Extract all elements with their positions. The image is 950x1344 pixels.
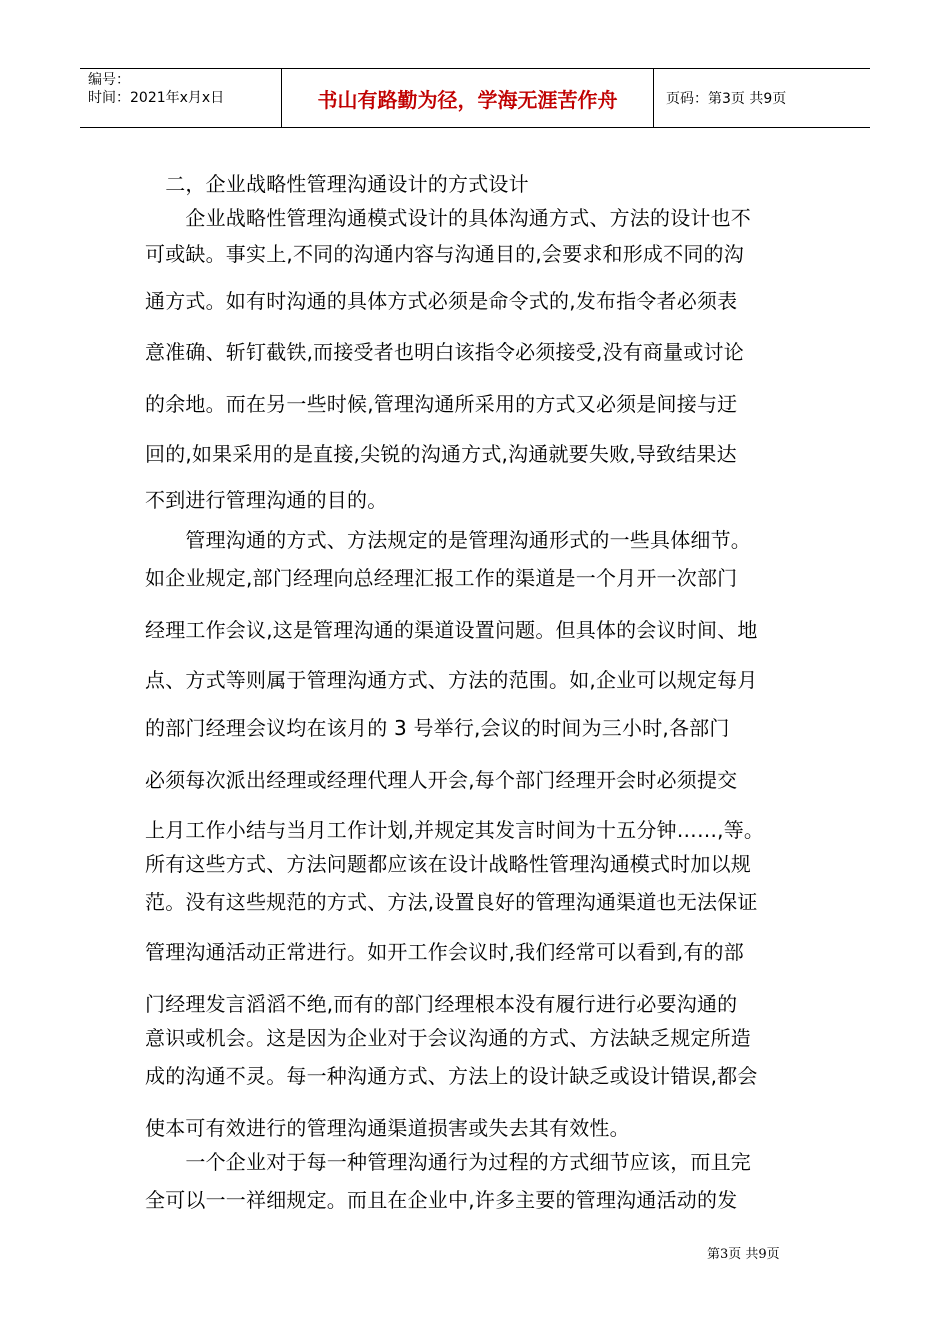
header-motto: 书山有路勤为径，学海无涯苦作舟	[317, 87, 618, 112]
body-line: 意识或机会。这是因为企业对于会议沟通的方式、方法缺乏规定所造	[145, 1026, 751, 1050]
page-header	[80, 68, 870, 128]
body-line: 管理沟通活动正常进行。如开工作会议时,我们经常可以看到,有的部	[145, 940, 744, 964]
body-line: 必须每次派出经理或经理代理人开会,每个部门经理开会时必须提交	[145, 768, 738, 792]
body-line: 可或缺。事实上,不同的沟通内容与沟通目的,会要求和形成不同的沟	[145, 242, 744, 266]
body-line: 企业战略性管理沟通模式设计的具体沟通方式、方法的设计也不	[145, 206, 751, 230]
body-line: 所有这些方式、方法问题都应该在设计战略性管理沟通模式时加以规	[145, 852, 751, 876]
body-line: 回的,如果采用的是直接,尖锐的沟通方式,沟通就要失败,导致结果达	[145, 442, 737, 466]
body-line: 意准确、斩钉截铁,而接受者也明白该指令必须接受,没有商量或讨论	[145, 340, 744, 364]
body-line: 的余地。而在另一些时候,管理沟通所采用的方式又必须是间接与迂	[145, 392, 738, 416]
body-line: 全可以一一祥细规定。而且在企业中,许多主要的管理沟通活动的发	[145, 1188, 738, 1212]
body-line: 范。没有这些规范的方式、方法,设置良好的管理沟通渠道也无法保证	[145, 890, 758, 914]
header-page-cell	[654, 69, 870, 127]
document-time-label: 时间：2021年x月x日	[88, 90, 225, 106]
body-line: 门经理发言滔滔不绝,而有的部门经理根本没有履行进行必要沟通的	[145, 992, 738, 1016]
header-page-info: 页码：第3页 共9页	[666, 91, 787, 107]
body-line: 管理沟通的方式、方法规定的是管理沟通形式的一些具体细节。	[145, 528, 751, 552]
header-motto-cell	[282, 69, 654, 127]
body-line: 经理工作会议,这是管理沟通的渠道设置问题。但具体的会议时间、地	[145, 618, 758, 642]
body-line: 使本可有效进行的管理沟通渠道损害或失去其有效性。	[145, 1116, 630, 1140]
body-line: 不到进行管理沟通的目的。	[145, 488, 388, 512]
body-line: 一个企业对于每一种管理沟通行为过程的方式细节应该，而且完	[145, 1150, 751, 1174]
body-line: 上月工作小结与当月工作计划,并规定其发言时间为十五分钟……,等。	[145, 818, 765, 842]
section-heading: 二，企业战略性管理沟通设计的方式设计	[145, 172, 529, 196]
header-info-cell	[80, 69, 282, 127]
body-line: 如企业规定,部门经理向总经理汇报工作的渠道是一个月开一次部门	[145, 566, 738, 590]
body-line: 点、方式等则属于管理沟通方式、方法的范围。如,企业可以规定每月	[145, 668, 758, 692]
page-footer	[707, 1243, 780, 1262]
footer-page-number: 第3页 共9页	[707, 1247, 780, 1262]
body-line: 的部门经理会议均在该月的 3 号举行,会议的时间为三小时,各部门	[145, 716, 730, 740]
body-line: 成的沟通不灵。每一种沟通方式、方法上的设计缺乏或设计错误,都会	[145, 1064, 758, 1088]
document-number-label: 编号：	[88, 72, 130, 88]
body-line: 通方式。如有时沟通的具体方式必须是命令式的,发布指令者必须表	[145, 289, 738, 313]
